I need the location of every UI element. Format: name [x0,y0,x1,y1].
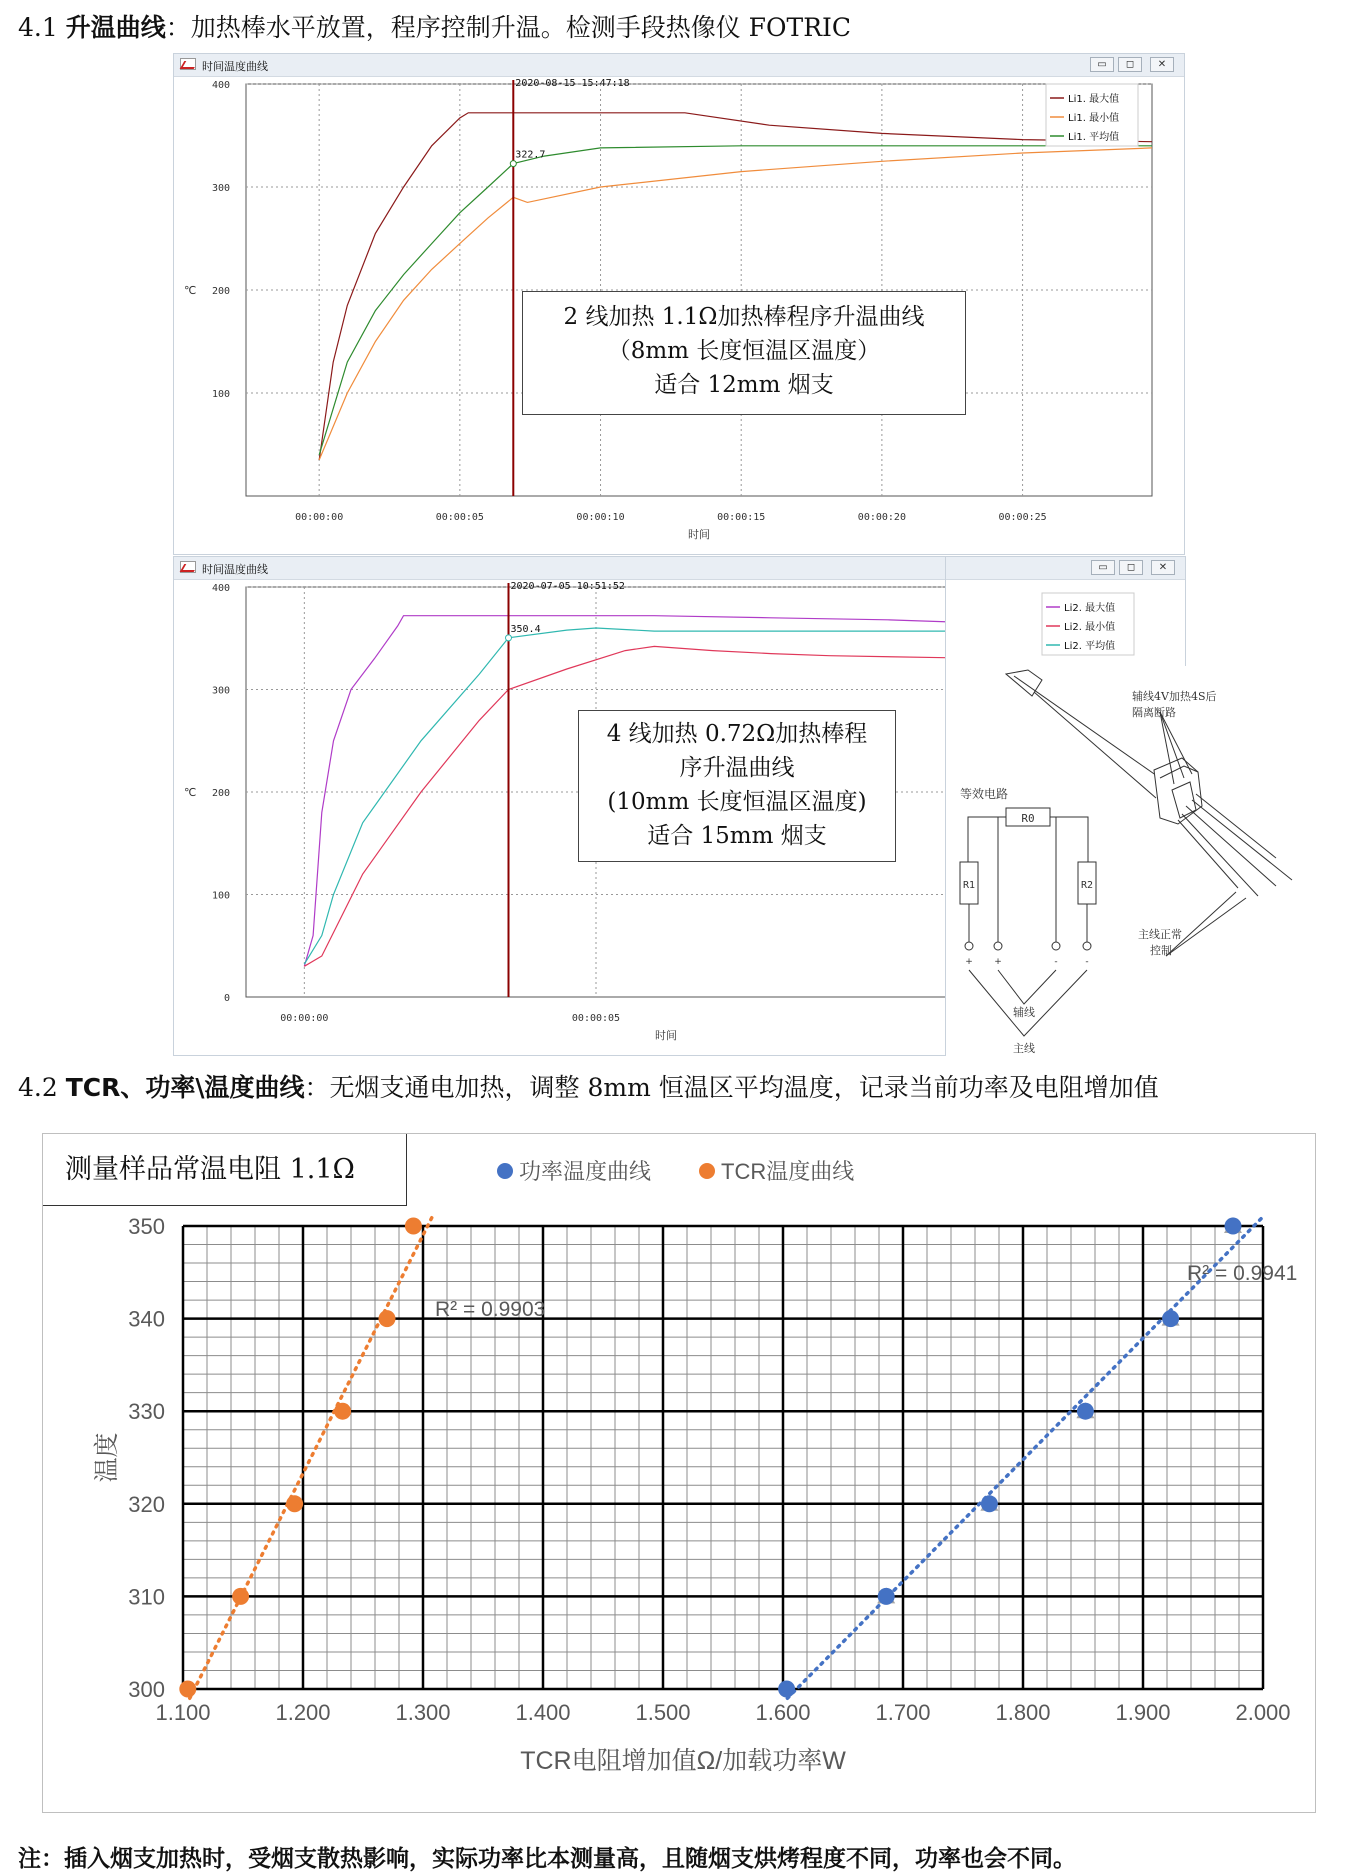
data-point [1225,1218,1242,1235]
y-tick-label: 0 [223,993,230,1004]
y-tick-label: 100 [211,890,230,902]
x-tick-label: 00:00:25 [998,512,1047,523]
section-number: 4.1 [18,13,58,42]
svg-text:+: + [994,957,1002,967]
x-tick-label: 00:00:15 [717,512,766,523]
cursor-value: 322.7 [515,149,546,161]
data-point [1162,1310,1179,1327]
legend-entry: 功率温度曲线 [519,1159,652,1184]
legend-entry: Li1. 最大值 [1068,94,1120,105]
section-title: TCR、功率\温度曲线 [65,1073,305,1102]
x-tick-label: 1.800 [995,1700,1051,1725]
close-button[interactable]: ✕ [1151,560,1175,575]
y-tick-label: 300 [128,1677,165,1702]
legend-entry: Li2. 最小值 [1064,622,1116,633]
x-tick-label: 1.400 [515,1700,571,1725]
chart-annotation-box [578,710,896,862]
section-heading-4-2 [18,1068,1159,1104]
data-point [981,1495,998,1512]
y-tick-label: 400 [211,80,230,91]
x-tick-label: 00:00:05 [435,512,484,523]
x-axis-label: 时间 [655,1029,677,1042]
window-titlebar [174,54,1184,77]
data-point [778,1681,795,1698]
section-description: ：加热棒水平放置，程序控制升温。检测手段热像仪 FOTRIC [165,13,852,42]
scatter-chart [43,1134,1315,1812]
close-button[interactable]: ✕ [1150,57,1174,72]
legend-entry: Li2. 最大值 [1064,603,1116,614]
data-point [379,1310,396,1327]
cursor-value: 350.4 [510,623,541,635]
legend-entry: Li2. 平均值 [1064,641,1116,652]
main-note-line: 控制 [1150,944,1172,957]
x-tick-label: 1.200 [275,1700,331,1725]
y-tick-label: 320 [128,1491,165,1517]
trendline-r2-label: R² = 0.9941 [1187,1262,1298,1285]
maximize-button[interactable]: ◻ [1118,57,1142,72]
minimize-button[interactable]: ▭ [1090,57,1114,72]
x-tick-label: 2.000 [1235,1700,1291,1725]
legend-marker [699,1163,715,1179]
x-tick-label: 00:00:00 [280,1013,329,1024]
y-tick-label: 300 [211,685,230,697]
trendline-r2-label: R² = 0.9903 [435,1298,546,1321]
aux-line-label: 辅线 [1013,1006,1035,1019]
y-tick-label: 100 [211,389,230,400]
y-axis-label: ℃ [184,284,197,297]
cursor-timestamp: 2020-08-15 15:47:18 [515,78,630,89]
x-tick-label: 00:00:20 [857,512,906,523]
annotation-line: 适合 15mm 烟支 [647,823,827,849]
data-point [334,1403,351,1420]
aux-note-line: 隔离断路 [1132,706,1176,719]
y-tick-label: 300 [211,183,230,194]
trendline [190,1217,433,1699]
window-titlebar [174,557,946,580]
data-point [405,1218,422,1235]
main-note-line: 主线正常 [1138,928,1182,941]
legend-marker [497,1163,513,1179]
y-tick-label: 310 [128,1584,165,1610]
y-tick-label: 350 [128,1214,165,1239]
chart-window-2 [173,556,946,1056]
circuit-title: 等效电路 [960,787,1009,801]
x-axis-label: TCR电阻增加值Ω/加载功率W [520,1747,846,1775]
data-point [286,1495,303,1512]
svg-text:+: + [965,957,973,967]
x-tick-label: 1.900 [1115,1700,1171,1725]
window-title: 时间温度曲线 [202,563,268,576]
svg-text:-: - [1085,957,1089,967]
y-axis-label: 温度 [93,1432,121,1483]
y-tick-label: 340 [128,1306,165,1332]
y-axis-label: ℃ [184,786,197,799]
resistor-r1-label: R1 [962,880,976,891]
x-tick-label: 00:00:05 [571,1013,621,1024]
chart-app-icon [180,561,196,573]
x-axis-label: 时间 [688,528,710,541]
resistor-r0-label: R0 [1021,812,1035,825]
chart-annotation-box [522,291,966,415]
annotation-line: (10mm 长度恒温区温度) [607,789,867,815]
section-title: 升温曲线 [65,13,166,42]
section-number: 4.2 [18,1073,58,1102]
x-tick-label: 1.600 [755,1700,811,1725]
x-tick-label: 1.100 [155,1700,211,1725]
main-line-label: 主线 [1013,1042,1035,1055]
resistor-r2-label: R2 [1080,880,1094,891]
maximize-button[interactable]: ◻ [1119,560,1143,575]
svg-text:-: - [1054,957,1058,967]
annotation-line: 适合 12mm 烟支 [654,372,834,398]
y-tick-label: 330 [128,1399,165,1425]
cursor-timestamp: 2020-07-05 10:51:52 [510,581,625,592]
chart-app-icon [180,58,196,70]
cursor-marker [506,635,512,641]
annotation-line: 序升温曲线 [679,755,795,781]
data-point [1077,1403,1094,1420]
data-point [232,1588,249,1605]
tcr-power-temperature-chart [42,1133,1316,1813]
x-tick-label: 1.500 [635,1700,691,1725]
y-tick-label: 200 [211,286,230,297]
chart-2-legend [946,557,1186,667]
annotation-line: 2 线加热 1.1Ω加热棒程序升温曲线 [563,304,925,330]
x-tick-label: 00:00:00 [295,512,344,523]
section-description: ：无烟支通电加热，调整 8mm 恒温区平均温度，记录当前功率及电阻增加值 [304,1073,1159,1102]
minimize-button[interactable]: ▭ [1091,560,1115,575]
data-point [179,1681,196,1698]
sample-resistance-label: 测量样品常温电阻 1.1Ω [43,1134,407,1206]
trendline [787,1217,1263,1699]
y-tick-label: 200 [211,788,230,799]
annotation-line: （8mm 长度恒温区温度） [607,338,881,364]
data-point [878,1588,895,1605]
x-tick-label: 1.300 [395,1700,451,1725]
legend-entry: Li1. 最小值 [1068,113,1120,124]
x-tick-label: 1.700 [875,1700,931,1725]
footnote: 注：插入烟支加热时，受烟支散热影响，实际功率比本测量高，且随烟支烘烤程度不同，功率也会不同。 [18,1846,1076,1872]
section-heading-4-1 [18,8,851,44]
x-tick-label: 00:00:10 [576,512,625,523]
legend-entry: TCR温度曲线 [721,1159,855,1184]
y-tick-label: 400 [211,583,230,594]
legend-entry: Li1. 平均值 [1068,132,1120,143]
window-title: 时间温度曲线 [202,60,268,73]
cursor-marker [510,161,516,167]
annotation-line: 4 线加热 0.72Ω加热棒程 [606,721,868,747]
chart-window-1 [173,53,1185,555]
aux-note-line: 辅线4V加热4S后 [1132,690,1217,703]
heater-circuit-diagram [946,666,1346,1056]
window-2-titlebar-extension [946,556,1186,666]
